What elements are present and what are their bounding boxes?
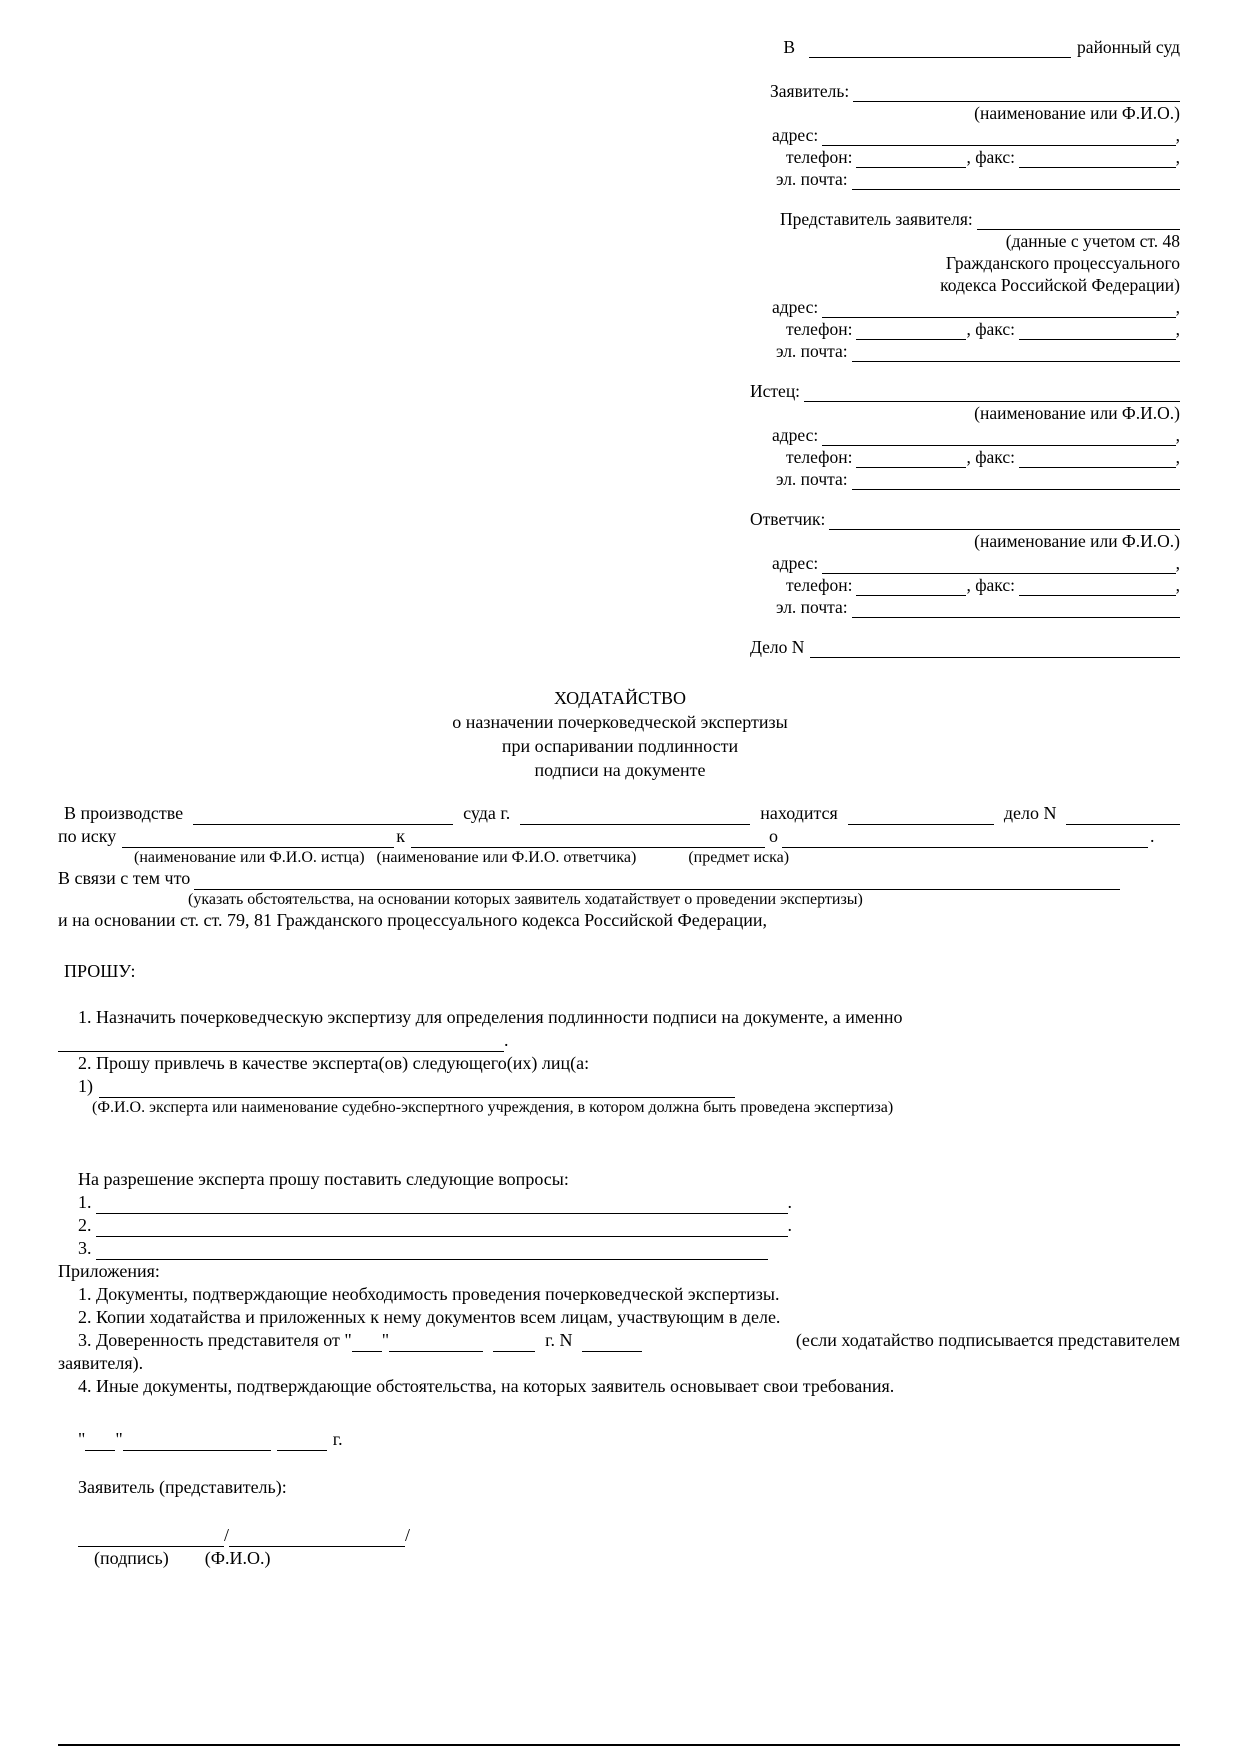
date-year-blank: [277, 1434, 327, 1451]
comma: ,: [1175, 553, 1180, 573]
email-label: эл. почта:: [776, 469, 848, 489]
rep-hint-2: Гражданского процессуального: [945, 253, 1180, 273]
email-label: эл. почта:: [776, 341, 848, 361]
email-blank: [852, 473, 1180, 490]
phone-label: телефон:: [786, 319, 853, 339]
questions-heading: На разрешение эксперта прошу поставить следующие вопросы:: [78, 1169, 569, 1189]
footer-rule: [58, 1744, 1180, 1746]
a3-b: ": [381, 1330, 390, 1350]
fio-hint: (Ф.И.О.): [204, 1548, 271, 1568]
p2-a: по иску: [58, 826, 117, 846]
slash-2: /: [405, 1525, 411, 1545]
request-heading: [58, 960, 1180, 983]
phone-blank: [856, 151, 966, 168]
p1-d: дело N: [1003, 803, 1057, 823]
questions-block: На разрешение эксперта прошу поставить следующие вопросы: 1. . 2. . 3. Приложения: 1. Документы, подтверждающие необходимость проведения почерковедческой экспертизы. 2. Копии ходатайства и приложенных к нему документов всем лицам, участвующим в деле. 3. Доверенность представителя от " " г. N (если ходатайство подписывается представителем заявителя). 4. Иные документы, подтверждающие обстоятельства, на которых заявитель основывает свои требования.: [58, 1169, 1180, 1396]
fax-blank: [1019, 451, 1176, 468]
comma: ,: [1175, 425, 1180, 445]
plaintiff-hint: (наименование или Ф.И.О.): [974, 403, 1180, 423]
phone-label: телефон:: [786, 447, 853, 467]
fio-blank: [229, 1530, 405, 1547]
rep-hint-3: кодекса Российской Федерации): [940, 275, 1180, 295]
q1-num: 1.: [78, 1192, 92, 1212]
defendant-hint: (наименование или Ф.И.О.): [974, 531, 1180, 551]
attachments-heading: Приложения:: [58, 1261, 160, 1281]
applicant-hint: (наименование или Ф.И.О.): [974, 103, 1180, 123]
title-line-1: ХОДАТАЙСТВО: [554, 688, 686, 708]
plaintiff-blank: [804, 385, 1180, 402]
q2-blank: [96, 1220, 788, 1237]
case-label: Дело N: [750, 637, 805, 657]
court-blank: [193, 808, 453, 825]
defendant-block: [750, 508, 1180, 618]
plaintiff-label: Истец:: [750, 381, 801, 401]
title-line-4: подписи на документе: [534, 760, 706, 780]
address-label: адрес:: [772, 125, 819, 145]
q2-num: 2.: [78, 1215, 92, 1235]
phone-blank: [856, 323, 966, 340]
defendant-blank: [829, 513, 1180, 530]
item-1-text: 1. Назначить почерковедческую экспертизу для определения подлинности подписи на документе, а именно: [78, 1007, 903, 1027]
phone-label: телефон:: [786, 575, 853, 595]
day-blank: [352, 1335, 382, 1352]
email-blank: [852, 173, 1180, 190]
p4-text: и на основании ст. ст. 79, 81 Гражданского процессуального кодекса Российской Федерации,: [58, 910, 767, 930]
address-blank: [822, 129, 1175, 146]
fax-label: , факс:: [966, 147, 1016, 167]
date-line: [58, 1428, 1180, 1451]
email-blank: [852, 601, 1180, 618]
item-1-end: .: [504, 1030, 509, 1050]
q3-blank: [96, 1243, 768, 1260]
comma: ,: [1175, 125, 1180, 145]
a3-a: 3. Доверенность представителя от ": [78, 1330, 352, 1350]
rep-hint-1: (данные с учетом ст. 48: [1005, 231, 1180, 251]
address-blank: [822, 557, 1175, 574]
applicant-blank: [853, 85, 1180, 102]
fax-label: , факс:: [966, 447, 1016, 467]
p3-text: В связи с тем что: [58, 868, 191, 888]
title-line-3: при оспаривании подлинности: [501, 736, 739, 756]
address-label: адрес:: [772, 553, 819, 573]
q3-num: 3.: [78, 1238, 92, 1258]
address-label: адрес:: [772, 297, 819, 317]
item-2: 2. Прошу привлечь в качестве эксперта(ов) следующего(их) лиц(а:: [78, 1053, 590, 1073]
city-blank: [520, 808, 750, 825]
applicant-block: [750, 80, 1180, 190]
comma: ,: [1175, 147, 1180, 167]
year-blank: [493, 1335, 535, 1352]
case-no-blank: [1066, 808, 1180, 825]
address-blank: [822, 301, 1175, 318]
document-blank: [58, 1035, 504, 1052]
case-number-line: [750, 636, 1180, 658]
hint-expert: (Ф.И.О. эксперта или наименование судебно-экспертного учреждения, в котором должна быть проведена экспертиза): [92, 1099, 894, 1116]
p1-c: находится: [760, 803, 838, 823]
date-month-blank: [123, 1434, 271, 1451]
fax-blank: [1019, 151, 1176, 168]
date-year-label: г.: [332, 1429, 343, 1449]
signature-hint: (подпись): [94, 1548, 169, 1568]
fax-blank: [1019, 323, 1176, 340]
p2-b: к: [396, 826, 405, 846]
month-blank: [389, 1335, 483, 1352]
date-q1: ": [78, 1429, 86, 1449]
hint-defendant: (наименование или Ф.И.О. ответчика): [376, 849, 637, 866]
q1-blank: [96, 1197, 788, 1214]
hint-circumstances: (указать обстоятельства, на основании которых заявитель ходатайствует о проведении экспертизы): [188, 891, 863, 908]
poa-number-blank: [582, 1335, 642, 1352]
attachment-1: 1. Документы, подтверждающие необходимость проведения почерковедческой экспертизы.: [78, 1284, 780, 1304]
comma: ,: [1175, 319, 1180, 339]
plaintiff-name-blank: [122, 831, 394, 848]
rep-label: Представитель заявителя:: [780, 209, 973, 229]
court-type-blank: [848, 808, 994, 825]
ask-label: ПРОШУ:: [64, 961, 136, 981]
comma: ,: [1175, 297, 1180, 317]
attachment-3: [58, 1329, 1180, 1352]
case-blank: [810, 641, 1180, 658]
item-1: [58, 1006, 1180, 1029]
phone-blank: [856, 451, 966, 468]
signature-blank: [78, 1530, 224, 1547]
defendant-label: Ответчик:: [750, 509, 826, 529]
item-2-1: 1): [78, 1076, 93, 1096]
signer-label-block: [58, 1476, 1180, 1499]
expert-blank: [99, 1081, 735, 1098]
p2-end: .: [1150, 826, 1155, 846]
p1-b: суда г.: [463, 803, 511, 823]
subject-blank: [782, 831, 1148, 848]
court-suffix: районный суд: [1077, 37, 1180, 57]
court-prefix: В: [783, 37, 796, 57]
applicant-label: Заявитель:: [770, 81, 850, 101]
a3-c: г. N: [545, 1330, 573, 1350]
title-line-2: о назначении почерковедческой экспертизы: [452, 712, 788, 732]
fax-blank: [1019, 579, 1176, 596]
comma: ,: [1175, 447, 1180, 467]
plaintiff-block: [750, 380, 1180, 490]
representative-block: [750, 208, 1180, 362]
document-title: [0, 686, 1240, 782]
slash-1: /: [224, 1525, 230, 1545]
p2-c: о: [769, 826, 778, 846]
attachment-2: 2. Копии ходатайства и приложенных к нему документов всем лицам, участвующим в деле.: [78, 1307, 781, 1327]
phone-blank: [856, 579, 966, 596]
address-label: адрес:: [772, 425, 819, 445]
fax-label: , факс:: [966, 319, 1016, 339]
hint-subject: (предмет иска): [688, 849, 790, 866]
date-day-blank: [85, 1434, 115, 1451]
fax-label: , факс:: [966, 575, 1016, 595]
attachment-4: 4. Иные документы, подтверждающие обстоятельства, на которых заявитель основывает свои требования.: [78, 1376, 895, 1396]
circumstances-blank: [194, 873, 1120, 890]
request-items: [58, 1006, 1180, 1118]
signer-label: Заявитель (представитель):: [78, 1477, 287, 1497]
proceedings-paragraph: [58, 802, 1180, 932]
email-blank: [852, 345, 1180, 362]
email-label: эл. почта:: [776, 597, 848, 617]
email-label: эл. почта:: [776, 169, 848, 189]
phone-label: телефон:: [786, 147, 853, 167]
address-blank: [822, 429, 1175, 446]
date-q2: ": [115, 1429, 123, 1449]
item-1-blank-line: [58, 1029, 1180, 1052]
a3-e: заявителя).: [58, 1353, 144, 1373]
signature-block: [58, 1524, 1180, 1570]
p1-a: В производстве: [64, 803, 184, 823]
court-line: [750, 36, 1180, 58]
rep-blank: [977, 213, 1180, 230]
comma: ,: [1175, 575, 1180, 595]
a3-d: (если ходатайство подписывается представителем: [795, 1330, 1180, 1350]
court-name-blank: [809, 41, 1071, 58]
hint-plaintiff: (наименование или Ф.И.О. истца): [134, 849, 365, 866]
defendant-name-blank: [411, 831, 765, 848]
